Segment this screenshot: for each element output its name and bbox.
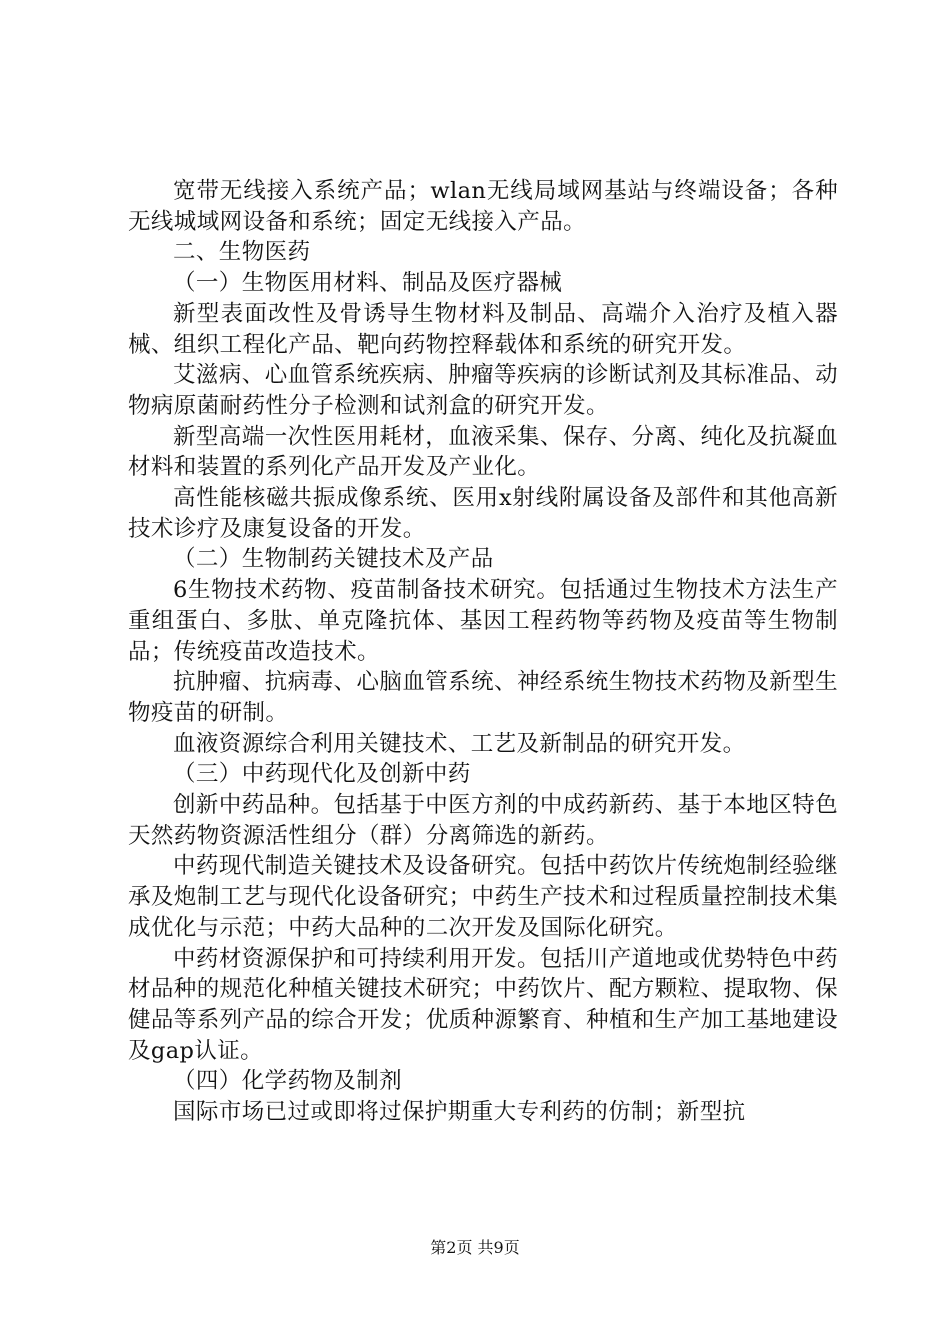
- subheading-chemical-drugs: （四）化学药物及制剂: [173, 1068, 403, 1095]
- subheading-tcm: （三）中药现代化及创新中药: [173, 761, 471, 788]
- page-footer: 第2页 共9页: [430, 1238, 520, 1257]
- paragraph-consumables: 新型高端一次性医用耗材，血液采集、保存、分离、纯化及抗凝血材料和装置的系列化产品开发及产业化。: [128, 423, 838, 481]
- paragraph-imaging: 高性能核磁共振成像系统、医用x射线附属设备及部件和其他高新技术诊疗及康复设备的开发。: [128, 485, 838, 542]
- paragraph-biomaterials: 新型表面改性及骨诱导生物材料及制品、高端介入治疗及植入器械、组织工程化产品、靶向药物控释载体和系统的研究开发。: [128, 300, 838, 358]
- paragraph-tcm-varieties: 创新中药品种。包括基于中医方剂的中成药新药、基于本地区特色天然药物资源活性组分（群）分离筛选的新药。: [128, 792, 838, 849]
- subheading-materials: （一）生物医用材料、制品及医疗器械: [173, 270, 563, 297]
- paragraph-wireless: 宽带无线接入系统产品；wlan无线局域网基站与终端设备；各种无线城域网设备和系统；固定无线接入产品。: [128, 178, 838, 235]
- paragraph-vaccines: 6生物技术药物、疫苗制备技术研究。包括通过生物技术方法生产重组蛋白、多肽、单克隆抗体、基因工程药物等药物及疫苗等生物制品；传统疫苗改造技术。: [128, 577, 838, 665]
- paragraph-antitumor: 抗肿瘤、抗病毒、心脑血管系统、神经系统生物技术药物及新型生物疫苗的研制。: [128, 669, 838, 726]
- paragraph-tcm-manufacturing: 中药现代制造关键技术及设备研究。包括中药饮片传统炮制经验继承及炮制工艺与现代化设备研究；中药生产技术和过程质量控制技术集成优化与示范；中药大品种的二次开发及国际化研究。: [128, 853, 838, 941]
- subheading-biopharma: （二）生物制药关键技术及产品: [173, 546, 494, 573]
- paragraph-generics: 国际市场已过或即将过保护期重大专利药的仿制；新型抗: [173, 1099, 746, 1126]
- paragraph-tcm-resources: 中药材资源保护和可持续利用开发。包括川产道地或优势特色中药材品种的规范化种植关键技术研究；中药饮片、配方颗粒、提取物、保健品等系列产品的综合开发；优质种源繁育、种植和生产加工基地建设及gap认证。: [128, 945, 838, 1064]
- paragraph-diagnostics: 艾滋病、心血管系统疾病、肿瘤等疾病的诊断试剂及其标准品、动物病原菌耐药性分子检测和试剂盒的研究开发。: [128, 362, 838, 419]
- paragraph-blood-resources: 血液资源综合利用关键技术、工艺及新制品的研究开发。: [173, 730, 746, 757]
- section-heading-biomedicine: 二、生物医药: [173, 239, 311, 266]
- document-body: [128, 176, 838, 1128]
